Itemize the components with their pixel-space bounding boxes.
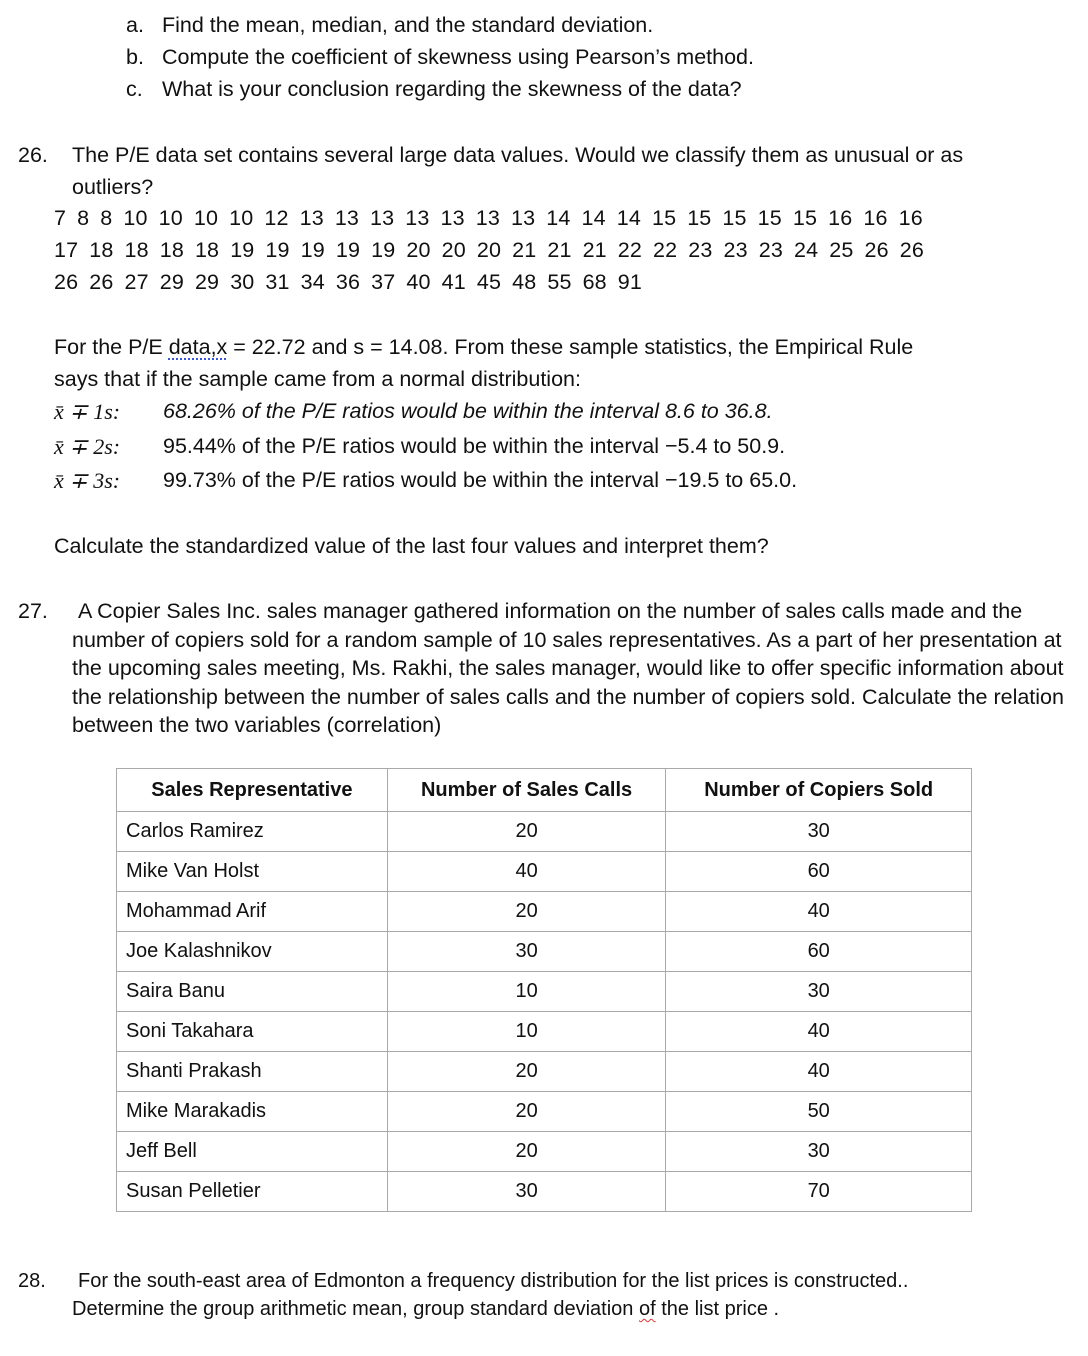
sales-table <box>116 768 972 1212</box>
empirical-rule-symbol-1: x̄ ∓ 1s: <box>54 399 121 424</box>
copiers-sold: 60 <box>666 852 972 892</box>
copiers-sold: 30 <box>666 972 972 1012</box>
pe-data-line-3: 26 26 27 29 29 30 31 34 36 37 40 41 45 48 55 68 91 <box>54 270 643 294</box>
question-28-number: 28. <box>18 1270 46 1292</box>
table-row <box>117 1052 972 1092</box>
question-26-line2: outliers? <box>72 175 154 199</box>
rep-name: Jeff Bell <box>117 1132 388 1172</box>
rep-name: Joe Kalashnikov <box>117 932 388 972</box>
spelling-marked-text: of <box>638 1298 656 1320</box>
pe-data-line-2: 17 18 18 18 18 19 19 19 19 19 20 20 20 21 21 21 22 22 23 23 23 24 25 26 26 <box>54 238 924 262</box>
table-row <box>117 852 972 892</box>
copiers-sold: 70 <box>666 1172 972 1212</box>
copiers-sold: 60 <box>666 932 972 972</box>
copiers-sold: 30 <box>666 1132 972 1172</box>
empirical-rule-symbol-3: x̄ ∓ 3s: <box>54 468 121 493</box>
empirical-rule-text-1: 68.26% of the P/E ratios would be within the interval 8.6 to 36.8. <box>163 399 773 423</box>
sales-calls: 30 <box>387 932 666 972</box>
q28-line2-prefix: Determine the group arithmetic mean, group standard deviation <box>72 1298 639 1320</box>
grammar-marked-text: data,x <box>168 335 228 359</box>
table-row <box>117 932 972 972</box>
sales-calls: 20 <box>387 812 666 852</box>
stats-suffix: = 22.72 and s = 14.08. From these sample statistics, the Empirical Rule <box>227 335 914 359</box>
sales-calls: 10 <box>387 972 666 1012</box>
question-26-line1: The P/E data set contains several large data values. Would we classify them as unusual or as <box>72 143 964 167</box>
sales-calls: 10 <box>387 1012 666 1052</box>
subpart-label: b. <box>126 45 144 69</box>
stats-prefix: For the P/E <box>54 335 169 359</box>
question-27-text: A Copier Sales Inc. sales manager gathered information on the number of sales calls made and the number of copiers sold for a random sample of 10 sales representatives. As a part of her presentation at the upcoming sales meeting, Ms. Rakhi, the sales manager, would like to offer specific information about the relationship between the number of sales calls and the number of copiers sold. Calculate the relation between the two variables (correlation) <box>72 599 1064 737</box>
column-header: Number of Sales Calls <box>387 769 666 812</box>
subpart-a <box>126 13 653 38</box>
question-28-line1: For the south-east area of Edmonton a frequency distribution for the list prices is constructed.. <box>78 1270 909 1292</box>
table-row <box>117 1132 972 1172</box>
rep-name: Shanti Prakash <box>117 1052 388 1092</box>
empirical-rule-text-2: 95.44% of the P/E ratios would be within the interval −5.4 to 50.9. <box>163 434 786 458</box>
subpart-text: Find the mean, median, and the standard deviation. <box>162 13 654 37</box>
table-row <box>117 892 972 932</box>
table-header-row <box>117 769 972 812</box>
column-header: Number of Copiers Sold <box>666 769 972 812</box>
subpart-label: c. <box>126 77 143 101</box>
sales-calls: 20 <box>387 1092 666 1132</box>
q28-line2-suffix: the list price . <box>655 1298 780 1320</box>
table-row <box>117 972 972 1012</box>
question-28-line2 <box>72 1298 779 1321</box>
sales-calls: 20 <box>387 892 666 932</box>
sales-calls: 20 <box>387 1052 666 1092</box>
rep-name: Soni Takahara <box>117 1012 388 1052</box>
sample-stats-line <box>54 335 913 360</box>
empirical-rule-symbol-2: x̄ ∓ 2s: <box>54 434 121 459</box>
copiers-sold: 40 <box>666 1052 972 1092</box>
subpart-c <box>126 77 742 102</box>
table-row <box>117 1012 972 1052</box>
copiers-sold: 30 <box>666 812 972 852</box>
table-row <box>117 1092 972 1132</box>
column-header: Sales Representative <box>117 769 388 812</box>
copiers-sold: 40 <box>666 892 972 932</box>
subpart-text: Compute the coefficient of skewness using Pearson’s method. <box>162 45 754 69</box>
sample-stats-line-2: says that if the sample came from a normal distribution: <box>54 367 581 391</box>
empirical-rule-text-3: 99.73% of the P/E ratios would be within the interval −19.5 to 65.0. <box>163 468 798 492</box>
rep-name: Mike Van Holst <box>117 852 388 892</box>
rep-name: Saira Banu <box>117 972 388 1012</box>
pe-data-line-1: 7 8 8 10 10 10 10 12 13 13 13 13 13 13 13 14 14 14 15 15 15 15 15 16 16 16 <box>54 206 923 230</box>
table-row <box>117 1172 972 1212</box>
question-27-number: 27. <box>18 599 48 623</box>
rep-name: Susan Pelletier <box>117 1172 388 1212</box>
rep-name: Mohammad Arif <box>117 892 388 932</box>
subpart-text: What is your conclusion regarding the skewness of the data? <box>162 77 742 101</box>
sales-calls: 20 <box>387 1132 666 1172</box>
table-row <box>117 812 972 852</box>
rep-name: Mike Marakadis <box>117 1092 388 1132</box>
copiers-sold: 50 <box>666 1092 972 1132</box>
sales-calls: 30 <box>387 1172 666 1212</box>
question-26-task: Calculate the standardized value of the last four values and interpret them? <box>54 534 769 558</box>
subpart-b <box>126 45 754 70</box>
subpart-label: a. <box>126 13 144 37</box>
sales-calls: 40 <box>387 852 666 892</box>
copiers-sold: 40 <box>666 1012 972 1052</box>
rep-name: Carlos Ramirez <box>117 812 388 852</box>
question-26-number: 26. <box>18 143 48 167</box>
